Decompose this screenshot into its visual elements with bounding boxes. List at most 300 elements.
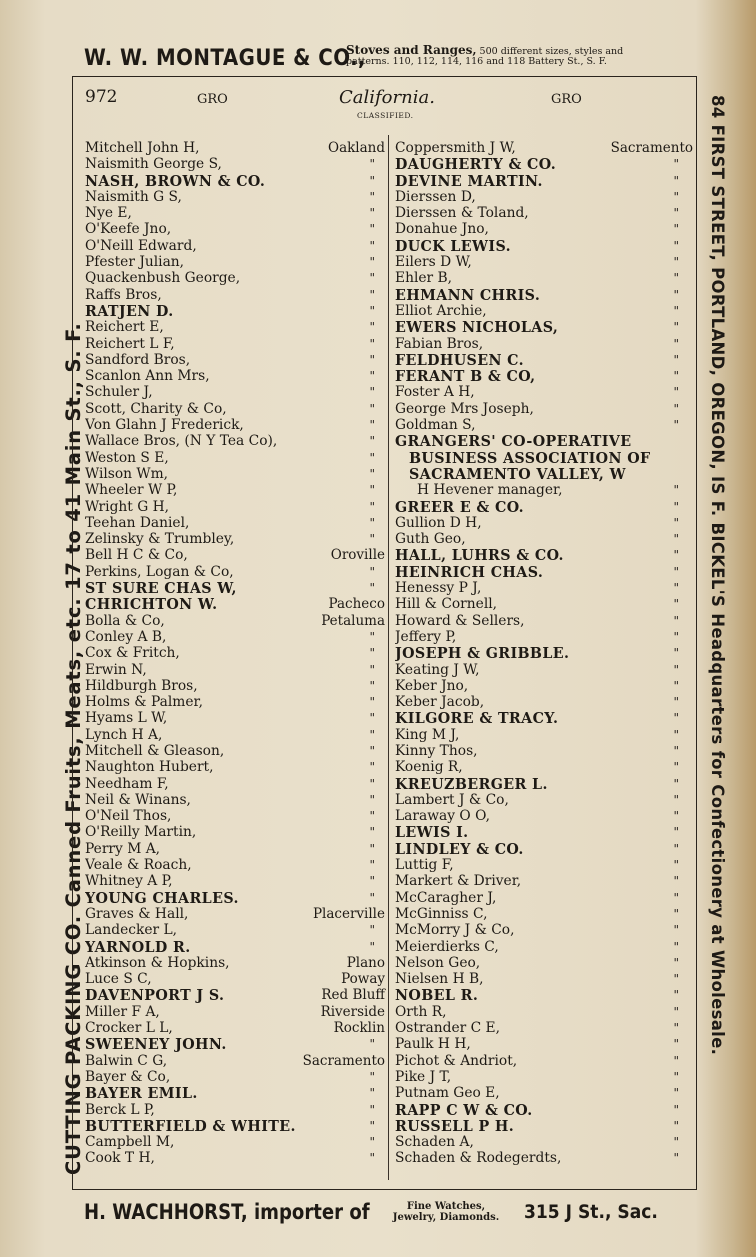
listing-entry bbox=[85, 1118, 385, 1134]
entry-name: Graves & Hall, bbox=[85, 905, 189, 922]
entry-name: Jeffery P, bbox=[395, 628, 457, 645]
listing-entry bbox=[85, 710, 385, 726]
ditto-mark: " bbox=[673, 336, 679, 351]
entry-name: Reichert E, bbox=[85, 319, 164, 336]
ditto-mark: " bbox=[369, 743, 375, 758]
entry-name: O'Neil Thos, bbox=[85, 808, 172, 825]
ditto-mark: " bbox=[369, 874, 375, 889]
entry-name: BUTTERFIELD & WHITE. bbox=[85, 1117, 296, 1135]
entry-name: ST SURE CHAS W, bbox=[85, 580, 237, 597]
listing-entry bbox=[395, 531, 693, 547]
listing-entry bbox=[85, 971, 385, 987]
entry-name: Hildburgh Bros, bbox=[85, 677, 198, 694]
entry-name: Keating J W, bbox=[395, 661, 480, 678]
listing-entry bbox=[85, 384, 385, 400]
ditto-mark: " bbox=[673, 597, 679, 612]
entry-name: Fabian Bros, bbox=[395, 335, 484, 352]
listing-entry bbox=[85, 531, 385, 547]
entry-name: Cook T H, bbox=[85, 1150, 155, 1167]
entry-name: Foster A H, bbox=[395, 384, 475, 401]
entry-name: Reichert L F, bbox=[85, 335, 175, 352]
entry-name: Bell H C & Co, bbox=[85, 547, 188, 564]
listing-entry bbox=[85, 987, 385, 1003]
listing-entry bbox=[85, 1134, 385, 1150]
entry-name: SWEENEY JOHN. bbox=[85, 1036, 227, 1053]
entry-name: Naughton Hubert, bbox=[85, 759, 214, 776]
ditto-mark: " bbox=[673, 287, 679, 302]
entry-name: Pfester Julian, bbox=[85, 254, 185, 271]
listing-entry bbox=[85, 1085, 385, 1101]
ditto-mark: " bbox=[673, 743, 679, 758]
listing-entry bbox=[85, 694, 385, 710]
ditto-mark: " bbox=[673, 564, 679, 579]
ditto-mark: " bbox=[673, 401, 679, 416]
ditto-mark: " bbox=[673, 499, 679, 514]
listing-entry bbox=[395, 645, 693, 661]
listing-entry bbox=[395, 987, 693, 1003]
listing-entry bbox=[85, 1004, 385, 1020]
ditto-mark: " bbox=[369, 320, 375, 335]
right-listing-column bbox=[395, 140, 693, 1167]
listing-entry bbox=[85, 824, 385, 840]
entry-name: Lambert J & Co, bbox=[395, 791, 509, 808]
listing-entry bbox=[85, 613, 385, 629]
bottom-ad-goods-line1: Fine Watches, bbox=[406, 1201, 486, 1212]
top-ad-lead: Stoves and Ranges, bbox=[346, 45, 477, 57]
listing-entry bbox=[395, 808, 693, 824]
ditto-mark: " bbox=[673, 581, 679, 596]
column-divider bbox=[388, 135, 389, 1180]
page-header bbox=[73, 87, 696, 121]
entry-name: GRANGERS' CO-OPERATIVE bbox=[395, 433, 632, 450]
listing-entry bbox=[395, 368, 693, 384]
bottom-ad-goods bbox=[376, 1201, 516, 1223]
listing-entry bbox=[85, 890, 385, 906]
entry-name: Teehan Daniel, bbox=[85, 514, 190, 531]
entry-name: Wilson Wm, bbox=[85, 465, 169, 482]
entry-location: Petaluma bbox=[321, 612, 385, 629]
entry-name: Naismith G S, bbox=[85, 188, 182, 205]
listing-entry bbox=[395, 1102, 693, 1118]
ditto-mark: " bbox=[369, 401, 375, 416]
entry-name: Weston S E, bbox=[85, 449, 169, 466]
entry-name: Hill & Cornell, bbox=[395, 596, 498, 613]
listing-entry bbox=[395, 254, 693, 270]
listing-entry bbox=[395, 336, 693, 352]
listing-entry bbox=[85, 499, 385, 515]
ditto-mark: " bbox=[369, 1118, 375, 1133]
ditto-mark: " bbox=[673, 809, 679, 824]
entry-name: Schuler J, bbox=[85, 384, 153, 401]
entry-name: Wheeler W P, bbox=[85, 482, 178, 499]
ditto-mark: " bbox=[673, 515, 679, 530]
entry-location: Placerville bbox=[312, 905, 385, 922]
ditto-mark: " bbox=[369, 385, 375, 400]
bottom-ad-goods-line2: Jewelry, Diamonds. bbox=[392, 1212, 500, 1223]
ditto-mark: " bbox=[673, 841, 679, 856]
entry-name: DAVENPORT J S. bbox=[85, 987, 225, 1004]
entry-name: Perry M A, bbox=[85, 840, 161, 857]
listing-entry bbox=[85, 645, 385, 661]
listing-entry bbox=[85, 205, 385, 221]
ditto-mark: " bbox=[673, 874, 679, 889]
entry-name: Goldman S, bbox=[395, 417, 476, 434]
listing-entry bbox=[395, 873, 693, 889]
ditto-mark: " bbox=[369, 923, 375, 938]
ditto-mark: " bbox=[673, 320, 679, 335]
ditto-mark: " bbox=[673, 858, 679, 873]
listing-entry bbox=[395, 319, 693, 335]
listing-entry bbox=[395, 221, 693, 237]
ditto-mark: " bbox=[673, 923, 679, 938]
ditto-mark: " bbox=[369, 450, 375, 465]
ditto-mark: " bbox=[369, 939, 375, 954]
entry-name: Conley A B, bbox=[85, 628, 167, 645]
listing-entry bbox=[395, 352, 693, 368]
listing-entry bbox=[85, 1150, 385, 1166]
listing-entry bbox=[395, 792, 693, 808]
entry-name: Dierssen & Toland, bbox=[395, 205, 529, 222]
listing-entry bbox=[85, 254, 385, 270]
ditto-mark: " bbox=[673, 906, 679, 921]
ditto-mark: " bbox=[369, 418, 375, 433]
ditto-mark: " bbox=[673, 1086, 679, 1101]
ditto-mark: " bbox=[673, 189, 679, 204]
ditto-mark: " bbox=[673, 955, 679, 970]
top-ad-rest2: patterns. 110, 112, 114, 116 and 118 Battery St., S. F. bbox=[346, 56, 607, 67]
listing-entry bbox=[85, 515, 385, 531]
entry-name: McCaragher J, bbox=[395, 889, 497, 906]
entry-name: Keber Jno, bbox=[395, 677, 469, 694]
listing-entry bbox=[395, 547, 693, 563]
listing-entry bbox=[85, 792, 385, 808]
entry-name: Mitchell & Gleason, bbox=[85, 742, 225, 759]
ditto-mark: " bbox=[369, 222, 375, 237]
entry-name: Markert & Driver, bbox=[395, 873, 522, 890]
ditto-mark: " bbox=[369, 1151, 375, 1166]
entry-name: McMorry J & Co, bbox=[395, 922, 515, 939]
ditto-mark: " bbox=[673, 1118, 679, 1133]
listing-entry bbox=[85, 433, 385, 449]
listing-entry bbox=[395, 596, 693, 612]
ditto-mark: " bbox=[369, 890, 375, 905]
ditto-mark: " bbox=[369, 678, 375, 693]
entry-name: KREUZBERGER L. bbox=[395, 775, 548, 792]
ditto-mark: " bbox=[673, 303, 679, 318]
listing-entry bbox=[395, 499, 693, 515]
listing-entry bbox=[85, 189, 385, 205]
listing-entry bbox=[395, 303, 693, 319]
listing-entry bbox=[85, 1069, 385, 1085]
entry-name: Balwin C G, bbox=[85, 1052, 168, 1069]
entry-name: Atkinson & Hopkins, bbox=[85, 954, 230, 971]
listing-entry bbox=[85, 596, 385, 612]
listing-entry bbox=[395, 482, 693, 498]
ditto-mark: " bbox=[673, 1135, 679, 1150]
entry-name: Bolla & Co, bbox=[85, 612, 165, 629]
ditto-mark: " bbox=[673, 972, 679, 987]
entry-name: RATJEN D. bbox=[85, 302, 174, 320]
listing-entry bbox=[395, 156, 693, 172]
listing-entry bbox=[395, 776, 693, 792]
ditto-mark: " bbox=[369, 157, 375, 172]
entry-name: Naismith George S, bbox=[85, 156, 222, 173]
entry-name: Eilers D W, bbox=[395, 254, 472, 271]
entry-name: Gullion D H, bbox=[395, 514, 482, 531]
ditto-mark: " bbox=[369, 515, 375, 530]
listing-entry bbox=[395, 824, 693, 840]
listing-entry bbox=[85, 352, 385, 368]
listing-entry bbox=[85, 857, 385, 873]
listing-entry bbox=[395, 1118, 693, 1134]
entry-name: EHMANN CHRIS. bbox=[395, 286, 541, 303]
entry-name: Donahue Jno, bbox=[395, 221, 489, 238]
listing-entry bbox=[85, 336, 385, 352]
entry-name: Cox & Fritch, bbox=[85, 645, 180, 662]
ditto-mark: " bbox=[369, 662, 375, 677]
listing-entry bbox=[85, 922, 385, 938]
ditto-mark: " bbox=[369, 369, 375, 384]
entry-name: Holms & Palmer, bbox=[85, 694, 203, 711]
entry-name: YOUNG CHARLES. bbox=[85, 889, 239, 906]
ditto-mark: " bbox=[673, 222, 679, 237]
listing-entry bbox=[85, 629, 385, 645]
entry-name: Miller F A, bbox=[85, 1003, 160, 1020]
ditto-mark: " bbox=[369, 303, 375, 318]
left-listing-column bbox=[85, 140, 385, 1167]
listing-entry bbox=[395, 727, 693, 743]
entry-location: Sacramento bbox=[302, 1052, 385, 1069]
ditto-mark: " bbox=[673, 662, 679, 677]
listing-entry bbox=[395, 743, 693, 759]
entry-name: Pike J T, bbox=[395, 1068, 452, 1085]
listing-entry bbox=[395, 1134, 693, 1150]
ditto-mark: " bbox=[673, 890, 679, 905]
ditto-mark: " bbox=[369, 711, 375, 726]
ditto-mark: " bbox=[369, 809, 375, 824]
ditto-mark: " bbox=[369, 189, 375, 204]
listing-entry bbox=[85, 287, 385, 303]
listing-entry bbox=[85, 238, 385, 254]
entry-name: Koenig R, bbox=[395, 759, 463, 776]
entry-name: Perkins, Logan & Co, bbox=[85, 563, 234, 580]
listing-entry bbox=[395, 580, 693, 596]
ditto-mark: " bbox=[369, 1086, 375, 1101]
entry-name: DAUGHERTY & CO. bbox=[395, 156, 557, 173]
listing-entry bbox=[395, 759, 693, 775]
entry-name: KILGORE & TRACY. bbox=[395, 710, 559, 727]
ditto-mark: " bbox=[369, 1069, 375, 1084]
entry-name: Hyams L W, bbox=[85, 710, 168, 727]
ditto-mark: " bbox=[673, 695, 679, 710]
entry-location: Oroville bbox=[330, 547, 385, 564]
entry-name: Von Glahn J Frederick, bbox=[85, 417, 244, 434]
left-side-advertisement: CUTTING PACKING CO. Canned Fruits, Meats, etc. 17 to 41 Main St., S. F. bbox=[62, 322, 85, 1175]
ditto-mark: " bbox=[673, 271, 679, 286]
ditto-mark: " bbox=[369, 434, 375, 449]
listing-entry bbox=[85, 580, 385, 596]
entry-name: HALL, LUHRS & CO. bbox=[395, 547, 564, 564]
ditto-mark: " bbox=[369, 760, 375, 775]
entry-name: SACRAMENTO VALLEY, W bbox=[409, 465, 627, 483]
entry-name: RUSSELL P H. bbox=[395, 1117, 515, 1135]
listing-entry bbox=[395, 1053, 693, 1069]
listing-entry bbox=[395, 270, 693, 286]
listing-entry bbox=[395, 939, 693, 955]
ditto-mark: " bbox=[673, 548, 679, 563]
listing-entry bbox=[85, 564, 385, 580]
ditto-mark: " bbox=[673, 629, 679, 644]
ditto-mark: " bbox=[369, 858, 375, 873]
entry-name: RAPP C W & CO. bbox=[395, 1101, 533, 1118]
entry-name: Putnam Geo E, bbox=[395, 1085, 500, 1102]
ditto-mark: " bbox=[673, 825, 679, 840]
ditto-mark: " bbox=[369, 564, 375, 579]
entry-name: Nye E, bbox=[85, 205, 132, 222]
listing-entry bbox=[85, 221, 385, 237]
entry-name: GREER E & CO. bbox=[395, 498, 525, 515]
ditto-mark: " bbox=[369, 206, 375, 221]
ditto-mark: " bbox=[673, 369, 679, 384]
listing-entry bbox=[395, 841, 693, 857]
listing-entry bbox=[85, 368, 385, 384]
entry-name: Schaden A, bbox=[395, 1134, 474, 1151]
entry-name: Veale & Roach, bbox=[85, 857, 192, 874]
ditto-mark: " bbox=[673, 776, 679, 791]
listing-entry bbox=[395, 515, 693, 531]
listing-entry bbox=[395, 564, 693, 580]
ditto-mark: " bbox=[673, 727, 679, 742]
listing-entry bbox=[85, 1102, 385, 1118]
entry-name: Berck L P, bbox=[85, 1101, 155, 1118]
ditto-mark: " bbox=[673, 352, 679, 367]
ditto-mark: " bbox=[369, 287, 375, 302]
ditto-mark: " bbox=[673, 483, 679, 498]
entry-name: McGinniss C, bbox=[395, 905, 488, 922]
entry-name: NOBEL R. bbox=[395, 987, 479, 1004]
entry-name: Bayer & Co, bbox=[85, 1068, 171, 1085]
entry-location: Plano bbox=[346, 954, 385, 971]
listing-entry bbox=[85, 841, 385, 857]
ditto-mark: " bbox=[369, 727, 375, 742]
entry-name: Scott, Charity & Co, bbox=[85, 400, 227, 417]
listing-entry bbox=[85, 140, 385, 156]
top-ad-description bbox=[346, 45, 698, 67]
listing-entry bbox=[395, 955, 693, 971]
listing-frame bbox=[72, 76, 697, 1190]
entry-name: Luttig F, bbox=[395, 857, 454, 874]
entry-name: King M J, bbox=[395, 726, 460, 743]
listing-entry bbox=[395, 401, 693, 417]
ditto-mark: " bbox=[369, 173, 375, 188]
ditto-mark: " bbox=[369, 255, 375, 270]
ditto-mark: " bbox=[369, 1102, 375, 1117]
listing-entry bbox=[395, 890, 693, 906]
ditto-mark: " bbox=[673, 157, 679, 172]
entry-name: O'Keefe Jno, bbox=[85, 221, 172, 238]
entry-location: Poway bbox=[341, 971, 385, 988]
ditto-mark: " bbox=[673, 1069, 679, 1084]
listing-entry bbox=[85, 955, 385, 971]
entry-name: O'Neill Edward, bbox=[85, 237, 197, 254]
listing-entry bbox=[395, 1004, 693, 1020]
ditto-mark: " bbox=[673, 792, 679, 807]
entry-location: Pacheco bbox=[328, 596, 385, 613]
entry-name: Elliot Archie, bbox=[395, 302, 487, 319]
entry-name: Paulk H H, bbox=[395, 1036, 471, 1053]
ditto-mark: " bbox=[673, 255, 679, 270]
entry-name: Howard & Sellers, bbox=[395, 612, 525, 629]
listing-entry bbox=[85, 417, 385, 433]
entry-name: Nelson Geo, bbox=[395, 954, 481, 971]
listing-entry bbox=[85, 678, 385, 694]
listing-entry bbox=[395, 238, 693, 254]
top-advertisement bbox=[84, 40, 699, 76]
ditto-mark: " bbox=[673, 1037, 679, 1052]
ditto-mark: " bbox=[369, 466, 375, 481]
ditto-mark: " bbox=[673, 1151, 679, 1166]
listing-entry bbox=[395, 433, 693, 449]
entry-name: Mitchell John H, bbox=[85, 140, 200, 156]
listing-entry bbox=[395, 694, 693, 710]
entry-location: Red Bluff bbox=[321, 987, 385, 1004]
listing-entry bbox=[395, 1069, 693, 1085]
ditto-mark: " bbox=[369, 776, 375, 791]
ditto-mark: " bbox=[369, 1135, 375, 1150]
entry-name: Meierdierks C, bbox=[395, 938, 499, 955]
entry-name: Guth Geo, bbox=[395, 531, 466, 548]
entry-name: Keber Jacob, bbox=[395, 694, 485, 711]
entry-name: Zelinsky & Trumbley, bbox=[85, 531, 235, 548]
entry-name: DEVINE MARTIN. bbox=[395, 172, 543, 189]
ditto-mark: " bbox=[369, 336, 375, 351]
listing-entry bbox=[395, 173, 693, 189]
ditto-mark: " bbox=[673, 238, 679, 253]
page-number: 972 bbox=[85, 87, 118, 107]
guide-word-right: GRO bbox=[551, 92, 582, 107]
listing-entry bbox=[395, 906, 693, 922]
entry-name: George Mrs Joseph, bbox=[395, 400, 534, 417]
entry-name: Raffs Bros, bbox=[85, 286, 162, 303]
guide-word-left: GRO bbox=[197, 92, 228, 107]
listing-entry bbox=[85, 466, 385, 482]
listing-entry bbox=[395, 140, 693, 156]
entry-name: Quackenbush George, bbox=[85, 270, 241, 287]
listing-entry bbox=[85, 270, 385, 286]
right-side-advertisement: 84 FIRST STREET, PORTLAND, OREGON, IS F. BICKEL'S Headquarters for Confectionery at Wholesale. bbox=[708, 95, 727, 1056]
ditto-mark: " bbox=[673, 206, 679, 221]
entry-name: Landecker L, bbox=[85, 922, 178, 939]
ditto-mark: " bbox=[673, 939, 679, 954]
ditto-mark: " bbox=[673, 1053, 679, 1068]
state-title: California. bbox=[339, 87, 435, 108]
entry-name: LEWIS I. bbox=[395, 824, 469, 841]
listing-entry bbox=[85, 873, 385, 889]
listing-entry bbox=[85, 808, 385, 824]
listing-entry bbox=[395, 384, 693, 400]
entry-name: BAYER EMIL. bbox=[85, 1085, 198, 1102]
entry-name: YARNOLD R. bbox=[85, 938, 191, 955]
entry-name: Lynch H A, bbox=[85, 726, 163, 743]
ditto-mark: " bbox=[369, 629, 375, 644]
entry-name: Laraway O O, bbox=[395, 808, 491, 825]
ditto-mark: " bbox=[673, 1021, 679, 1036]
listing-entry bbox=[395, 189, 693, 205]
ditto-mark: " bbox=[673, 385, 679, 400]
ditto-mark: " bbox=[369, 581, 375, 596]
listing-entry bbox=[85, 662, 385, 678]
listing-entry bbox=[85, 1036, 385, 1052]
